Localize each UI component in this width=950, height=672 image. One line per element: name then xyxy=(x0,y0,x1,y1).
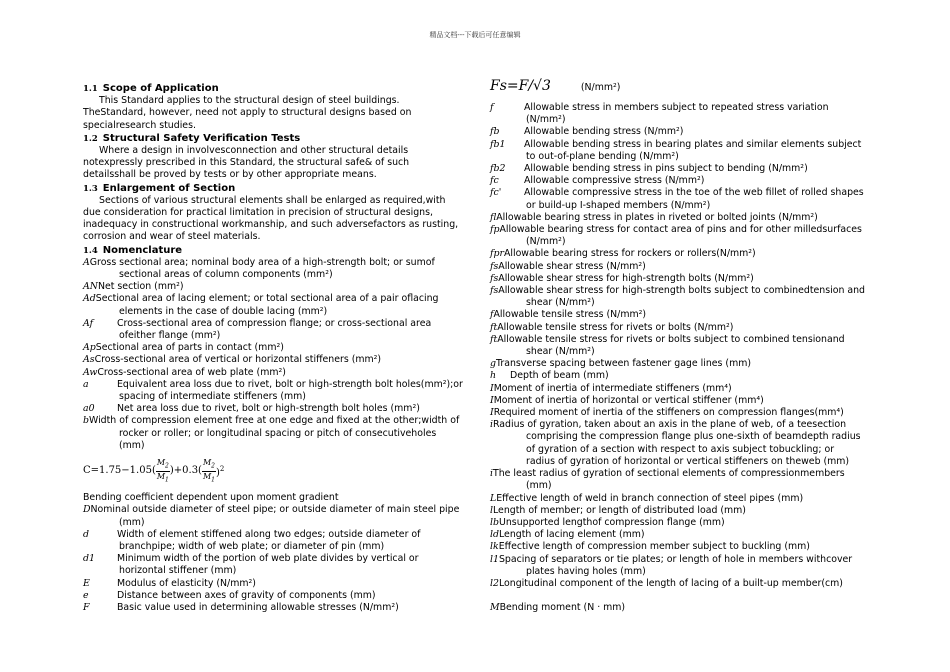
nomenclature-entry: AdSectional area of lacing element; or total sectional area of a pair oflacing elements in the case of double lacing (mm²) xyxy=(83,293,439,317)
nomenclature-entry: iThe least radius of gyration of sectional elements of compressionmembers (mm) xyxy=(490,468,845,492)
nomenclature-entry: e Distance between axes of gravity of components (mm) xyxy=(83,589,376,601)
nomenclature-entry: fprAllowable bearing stress for rockers or rollers(N/mm²) xyxy=(490,248,756,260)
nomenclature-entry: AGross sectional area; nominal body area of a high-strength bolt; or sumof sectional areas of column components (mm²) xyxy=(83,256,435,281)
c-coefficient-formula: C=1.75−1.05( $\frac{M_2}{M_1}$ )+0.3( $\frac{M_2}{M_1}$ )$^2$ xyxy=(83,458,225,484)
nomenclature-entry: IMoment of inertia of horizontal or vertical stiffener (mm⁴) xyxy=(490,394,764,406)
nomenclature-entry: E Modulus of elasticity (N/mm²) xyxy=(83,577,256,589)
left-column xyxy=(83,82,471,614)
nomenclature-entry: fc Allowable compressive stress (N/mm²) xyxy=(490,175,705,187)
nomenclature-entry: a0 Net area loss due to rivet, bolt or high-strength bolt holes (mm²) xyxy=(83,403,420,415)
nomenclature-entry: gTransverse spacing between fastener gage lines (mm) xyxy=(490,358,751,370)
nomenclature-entry: ftAllowable tensile stress for rivets or bolts subject to combined tensionand shear (N/mm²) xyxy=(490,333,845,358)
nomenclature-entry: a Equivalent area loss due to rivet, bolt or high-strength bolt holes(mm²);or spacing of intermediate stiffeners (mm) xyxy=(83,378,463,403)
nomenclature-entry: flAllowable bearing stress in plates in riveted or bolted joints (N/mm²) xyxy=(490,211,818,223)
nomenclature-entry: ANNet section (mm²) xyxy=(83,281,184,293)
nomenclature-entry: h Depth of beam (mm) xyxy=(490,370,609,382)
paragraph-text: specialresearch studies. xyxy=(83,119,196,131)
paragraph-text: This Standard applies to the structural design of steel buildings. xyxy=(99,95,400,107)
paragraph-text: due consideration for practical limitation in precision of structural designs, xyxy=(83,207,433,219)
nomenclature-entry: ApSectional area of parts in contact (mm²) xyxy=(83,342,284,354)
nomenclature-entry: AsCross-sectional area of vertical or horizontal stiffeners (mm²) xyxy=(83,354,382,366)
fs-formula: Fs=F/√3 (N/mm²) xyxy=(490,78,621,94)
right-column xyxy=(490,80,880,614)
section-1-3-heading: 1.3 Enlargement of Section xyxy=(83,182,236,194)
nomenclature-entry: fAllowable tensile stress (N/mm²) xyxy=(490,309,647,321)
nomenclature-entry: l1Spacing of separators or tie plates; or length of hole in members withcover plates having holes (mm) xyxy=(490,553,853,577)
nomenclature-entry: IMoment of inertia of intermediate stiffeners (mm⁴) xyxy=(490,382,732,394)
page-header: 精品文档---下载后可任意编辑 xyxy=(429,31,521,39)
section-1-2-heading: 1.2 Structural Safety Verification Tests xyxy=(83,132,301,144)
nomenclature-entry: fpAllowable bearing stress for contact area of pins and for other milledsurfaces (N/mm²) xyxy=(490,224,862,248)
paragraph-text: detailsshall be proved by tests or by other appropriate means. xyxy=(83,169,377,181)
paragraph-text: TheStandard, however, need not apply to structural designs based on xyxy=(83,107,412,119)
nomenclature-entry: bWidth of compression element free at one edge and fixed at the other;width of rocker or roller; or longitudinal spacing or pitch of consecutiveholes (mm) xyxy=(83,415,460,451)
nomenclature-entry: fb Allowable bending stress (N/mm²) xyxy=(490,126,684,138)
nomenclature-entry: Af Cross-sectional area of compression flange; or cross-sectional area ofeither flange (mm²) xyxy=(83,317,432,342)
section-1-1-heading: 1.1 Scope of Application xyxy=(83,83,219,94)
paragraph-text: notexpressly prescribed in this Standard, the structural safe& of such xyxy=(83,157,410,169)
nomenclature-entry: IRequired moment of inertia of the stiffeners on compression flanges(mm⁴) xyxy=(490,407,844,419)
paragraph-text: corrosion and wear of steel materials. xyxy=(83,231,261,243)
nomenclature-entry: fb1 Allowable bending stress in bearing plates and similar elements subject to out-of-plane bending (N/mm²) xyxy=(490,138,862,162)
nomenclature-entry: AwCross-sectional area of web plate (mm²) xyxy=(83,366,286,378)
section-1-4-heading: 1.4 Nomenclature xyxy=(83,244,183,256)
nomenclature-entry: fb2 Allowable bending stress in pins subject to bending (N/mm²) xyxy=(490,163,808,175)
nomenclature-entry: lLength of member; or length of distributed load (mm) xyxy=(490,504,746,516)
nomenclature-entry: lkEffective length of compression member subject to buckling (mm) xyxy=(490,541,810,553)
paragraph-text: inadequacy in constructional workmanship, and such adversefactors as rusting, xyxy=(83,219,459,231)
nomenclature-entry: d1 Minimum width of the portion of web plate divides by vertical or horizontal stiffener (mm) xyxy=(83,553,419,577)
paragraph-text: Bending coefficient dependent upon moment gradient xyxy=(83,492,339,504)
nomenclature-entry: fsAllowable shear stress for high-strength bolts subject to combinedtension and shear (N/mm²) xyxy=(490,285,866,309)
nomenclature-entry: fsAllowable shear stress (N/mm²) xyxy=(490,260,646,272)
paragraph-text: Where a design in involvesconnection and other structural details xyxy=(99,145,409,157)
nomenclature-entry: iRadius of gyration, taken about an axis in the plane of web, of a teesection comprising the compression flange plus one-sixth of beamdepth radius of gyration of a section with respect to axis subject tobuckling; or radius of gyration of horizontal or vertical stiffeners on theweb (mm) xyxy=(490,419,861,467)
nomenclature-entry: LEffective length of weld in branch connection of steel pipes (mm) xyxy=(490,492,804,504)
paragraph-text: Sections of various structural elements shall be enlarged as required,with xyxy=(99,194,446,206)
nomenclature-entry: f Allowable stress in members subject to repeated stress variation (N/mm²) xyxy=(490,102,829,126)
nomenclature-entry: l2Longitudinal component of the length of lacing of a built-up member(cm) xyxy=(490,577,843,589)
nomenclature-entry: lbUnsupported lengthof compression flange (mm) xyxy=(490,516,725,528)
nomenclature-entry: MBending moment (N · mm) xyxy=(490,602,626,614)
nomenclature-entry: DNominal outside diameter of steel pipe; or outside diameter of main steel pipe (mm) xyxy=(83,504,460,528)
nomenclature-entry: fc' Allowable compressive stress in the toe of the web fillet of rolled shapes or build-up I-shaped members (N/mm²) xyxy=(490,187,864,211)
nomenclature-entry: F Basic value used in determining allowable stresses (N/mm²) xyxy=(83,601,399,613)
nomenclature-entry: ldLength of lacing element (mm) xyxy=(490,529,645,541)
nomenclature-entry: fsAllowable shear stress for high-strength bolts (N/mm²) xyxy=(490,272,754,284)
nomenclature-entry: d Width of element stiffened along two edges; outside diameter of branchpipe; width of web plate; or diameter of pin (mm) xyxy=(83,528,421,552)
nomenclature-entry: ftAllowable tensile stress for rivets or bolts (N/mm²) xyxy=(490,321,734,333)
